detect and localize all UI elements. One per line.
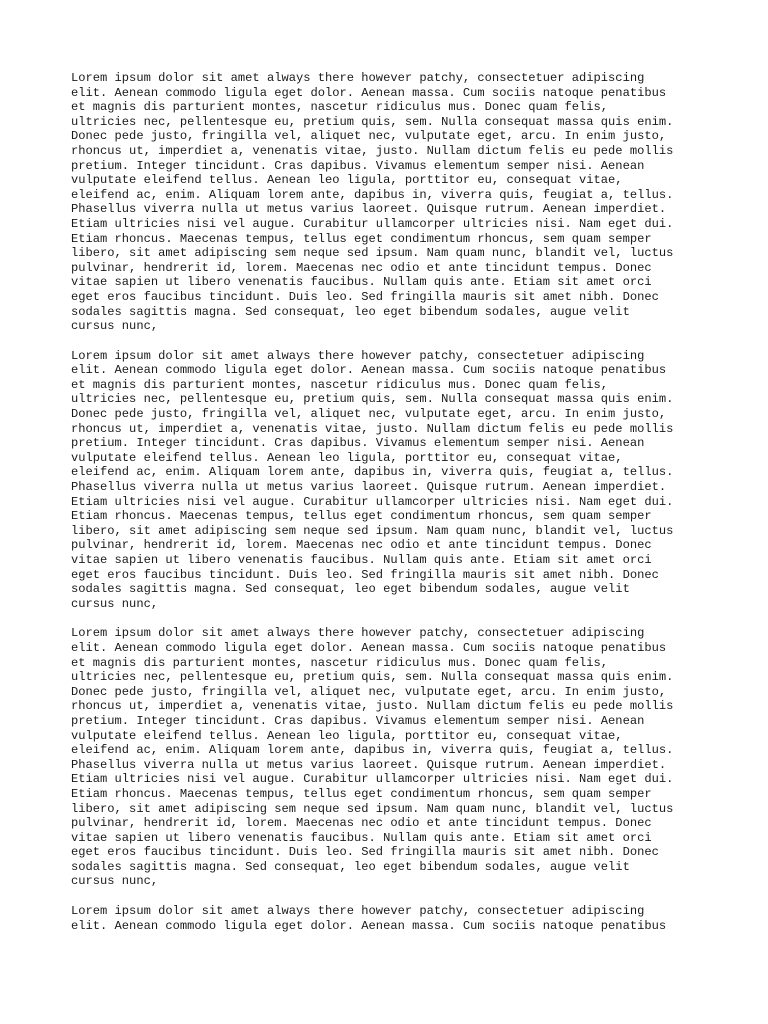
text-line: libero, sit amet adipiscing sem neque sed ipsum. Nam quam nunc, blandit vel, luctus <box>71 801 674 816</box>
text-line: Etiam ultricies nisi vel augue. Curabitur ullamcorper ultricies nisi. Nam eget dui. <box>71 216 674 231</box>
text-line: Lorem ipsum dolor sit amet always there however patchy, consectetuer adipiscing <box>71 626 645 641</box>
text-line: Etiam rhoncus. Maecenas tempus, tellus eget condimentum rhoncus, sem quam semper <box>71 509 652 524</box>
text-line: pulvinar, hendrerit id, lorem. Maecenas nec odio et ante tincidunt tempus. Donec <box>71 260 652 275</box>
text-line: rhoncus ut, imperdiet a, venenatis vitae, justo. Nullam dictum felis eu pede mollis <box>71 421 674 436</box>
text-line: elit. Aenean commodo ligula eget dolor. Aenean massa. Cum sociis natoque penatibus <box>71 85 667 100</box>
text-line: vitae sapien ut libero venenatis faucibus. Nullam quis ante. Etiam sit amet orci <box>71 553 652 567</box>
text-line: eleifend ac, enim. Aliquam lorem ante, dapibus in, viverra quis, feugiat a, tellus. <box>71 743 674 758</box>
text-line: sodales sagittis magna. Sed consequat, leo eget bibendum sodales, augue velit <box>71 859 630 874</box>
text-line: pulvinar, hendrerit id, lorem. Maecenas nec odio et ante tincidunt tempus. Donec <box>71 538 652 553</box>
text-line: rhoncus ut, imperdiet a, venenatis vitae, justo. Nullam dictum felis eu pede mollis <box>71 143 674 158</box>
text-line: Lorem ipsum dolor sit amet always there however patchy, consectetuer adipiscing <box>71 348 645 363</box>
text-line: Etiam rhoncus. Maecenas tempus, tellus eget condimentum rhoncus, sem quam semper <box>71 786 652 801</box>
text-line: et magnis dis parturient montes, nascetur ridiculus mus. Donec quam felis, <box>71 655 609 670</box>
text-line: ultricies nec, pellentesque eu, pretium quis, sem. Nulla consequat massa quis enim. <box>71 392 674 407</box>
text-line: pretium. Integer tincidunt. Cras dapibus. Vivamus elementum semper nisi. Aenean <box>71 436 645 451</box>
text-line: cursus nunc, <box>71 596 159 611</box>
text-line: Lorem ipsum dolor sit amet always there however patchy, consectetuer adipiscing <box>71 904 645 919</box>
text-line: et magnis dis parturient montes, nascetur ridiculus mus. Donec quam felis, <box>71 377 609 392</box>
text-line: vulputate eleifend tellus. Aenean leo ligula, porttitor eu, consequat vitae, <box>71 173 623 188</box>
text-line: vitae sapien ut libero venenatis faucibus. Nullam quis ante. Etiam sit amet orci <box>71 275 652 290</box>
text-line: eleifend ac, enim. Aliquam lorem ante, dapibus in, viverra quis, feugiat a, tellus. <box>71 465 674 480</box>
text-line: cursus nunc, <box>71 319 159 334</box>
text-line: pulvinar, hendrerit id, lorem. Maecenas nec odio et ante tincidunt tempus. Donec <box>71 816 652 831</box>
text-line: Lorem ipsum dolor sit amet always there however patchy, consectetuer adipiscing <box>71 71 645 85</box>
text-line: Etiam ultricies nisi vel augue. Curabitur ullamcorper ultricies nisi. Nam eget dui. <box>71 494 674 509</box>
text-line: ultricies nec, pellentesque eu, pretium quis, sem. Nulla consequat massa quis enim. <box>71 114 674 129</box>
text-line: elit. Aenean commodo ligula eget dolor. Aenean massa. Cum sociis natoque penatibus <box>71 640 667 655</box>
text-line: vitae sapien ut libero venenatis faucibus. Nullam quis ante. Etiam sit amet orci <box>71 830 652 845</box>
text-line: sodales sagittis magna. Sed consequat, leo eget bibendum sodales, augue velit <box>71 582 630 597</box>
paragraph <box>71 71 711 334</box>
text-line: elit. Aenean commodo ligula eget dolor. Aenean massa. Cum sociis natoque penatibus <box>71 363 667 378</box>
text-line: Donec pede justo, fringilla vel, aliquet nec, vulputate eget, arcu. In enim justo, <box>71 407 667 422</box>
paragraph <box>71 904 711 933</box>
text-line: Phasellus viverra nulla ut metus varius laoreet. Quisque rutrum. Aenean imperdiet. <box>71 480 667 495</box>
text-line: Phasellus viverra nulla ut metus varius laoreet. Quisque rutrum. Aenean imperdiet. <box>71 202 667 217</box>
text-line: ultricies nec, pellentesque eu, pretium quis, sem. Nulla consequat massa quis enim. <box>71 670 674 685</box>
text-line: libero, sit amet adipiscing sem neque sed ipsum. Nam quam nunc, blandit vel, luctus <box>71 246 674 261</box>
text-line: cursus nunc, <box>71 874 159 889</box>
document-body <box>71 71 711 948</box>
text-line: elit. Aenean commodo ligula eget dolor. Aenean massa. Cum sociis natoque penatibus <box>71 918 667 933</box>
text-line: pretium. Integer tincidunt. Cras dapibus. Vivamus elementum semper nisi. Aenean <box>71 158 645 173</box>
text-line: pretium. Integer tincidunt. Cras dapibus. Vivamus elementum semper nisi. Aenean <box>71 713 645 728</box>
text-line: Phasellus viverra nulla ut metus varius laoreet. Quisque rutrum. Aenean imperdiet. <box>71 757 667 772</box>
text-line: Etiam ultricies nisi vel augue. Curabitur ullamcorper ultricies nisi. Nam eget dui. <box>71 772 674 787</box>
text-line: vulputate eleifend tellus. Aenean leo ligula, porttitor eu, consequat vitae, <box>71 450 623 465</box>
text-line: sodales sagittis magna. Sed consequat, leo eget bibendum sodales, augue velit <box>71 304 630 319</box>
paragraph <box>71 626 711 889</box>
text-line: Etiam rhoncus. Maecenas tempus, tellus eget condimentum rhoncus, sem quam semper <box>71 231 652 246</box>
paragraph <box>71 349 711 612</box>
text-line: libero, sit amet adipiscing sem neque sed ipsum. Nam quam nunc, blandit vel, luctus <box>71 523 674 538</box>
text-line: eleifend ac, enim. Aliquam lorem ante, dapibus in, viverra quis, feugiat a, tellus. <box>71 187 674 202</box>
text-line: vulputate eleifend tellus. Aenean leo ligula, porttitor eu, consequat vitae, <box>71 728 623 743</box>
text-line: eget eros faucibus tincidunt. Duis leo. Sed fringilla mauris sit amet nibh. Donec <box>71 567 659 582</box>
text-line: rhoncus ut, imperdiet a, venenatis vitae, justo. Nullam dictum felis eu pede mollis <box>71 699 674 714</box>
text-line: eget eros faucibus tincidunt. Duis leo. Sed fringilla mauris sit amet nibh. Donec <box>71 845 659 860</box>
text-line: Donec pede justo, fringilla vel, aliquet nec, vulputate eget, arcu. In enim justo, <box>71 684 667 699</box>
text-line: Donec pede justo, fringilla vel, aliquet nec, vulputate eget, arcu. In enim justo, <box>71 129 667 144</box>
text-line: et magnis dis parturient montes, nascetur ridiculus mus. Donec quam felis, <box>71 100 609 115</box>
text-line: eget eros faucibus tincidunt. Duis leo. Sed fringilla mauris sit amet nibh. Donec <box>71 289 659 304</box>
